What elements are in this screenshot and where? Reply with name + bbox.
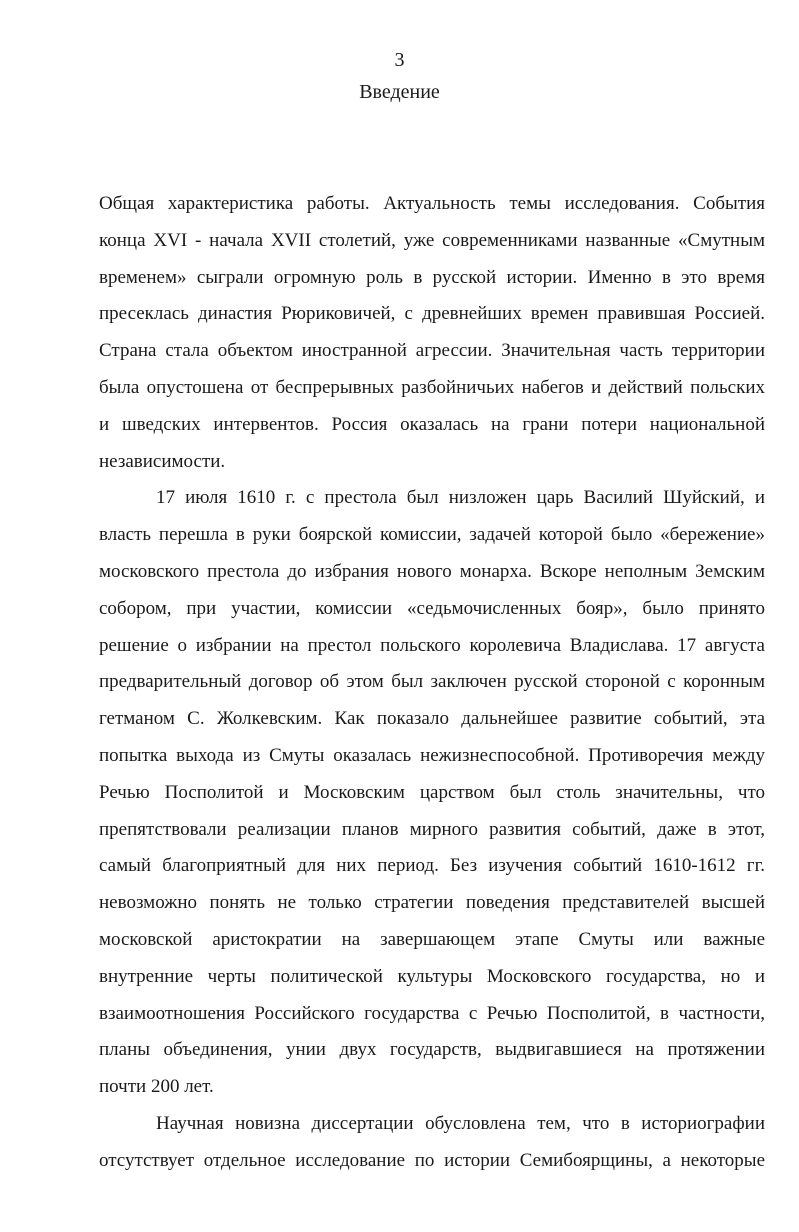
text-line: Речью Посполитой и Московским царством был столь значительны, что bbox=[99, 781, 765, 803]
text-line: собором, при участии, комиссии «седьмочисленных бояр», было принято bbox=[99, 597, 765, 619]
text-line: конца XVI - начала XVII столетий, уже современниками названные «Смутным bbox=[99, 229, 765, 251]
page-number: 3 bbox=[394, 49, 405, 71]
text-line: независимости. bbox=[99, 450, 226, 472]
text-line: и шведских интервентов. Россия оказалась на грани потери национальной bbox=[99, 413, 765, 435]
text-line: почти 200 лет. bbox=[99, 1076, 214, 1098]
text-line: гетманом С. Жолкевским. Как показало дальнейшее развитие событий, эта bbox=[99, 708, 765, 730]
document-body bbox=[99, 186, 765, 1180]
text-line: пресеклась династия Рюриковичей, с древнейших времен правившая Россией. bbox=[99, 303, 765, 325]
text-line: Общая характеристика работы. Актуальность темы исследования. События bbox=[99, 193, 765, 214]
text-line: московского престола до избрания нового монарха. Вскоре неполным Земским bbox=[99, 560, 765, 582]
text-line: препятствовали реализации планов мирного развития событий, даже в этот, bbox=[99, 818, 765, 840]
text-line: московской аристократии на завершающем этапе Смуты или важные bbox=[99, 928, 765, 950]
text-line: самый благоприятный для них период. Без изучения событий 1610-1612 гг. bbox=[99, 855, 765, 877]
text-line: решение о избрании на престол польского королевича Владислава. 17 августа bbox=[99, 634, 765, 656]
paragraph bbox=[99, 186, 765, 480]
text-line: попытка выхода из Смуты оказалась нежизнеспособной. Противоречия между bbox=[99, 744, 765, 766]
text-line: отсутствует отдельное исследование по истории Семибоярщины, а некоторые bbox=[99, 1149, 765, 1171]
text-line: власть перешла в руки боярской комиссии, задачей которой было «бережение» bbox=[99, 524, 765, 546]
text-line: предварительный договор об этом был заключен русской стороной с коронным bbox=[99, 671, 765, 693]
text-line: 17 июля 1610 г. с престола был низложен царь Василий Шуйский, и bbox=[156, 487, 765, 509]
text-line: невозможно понять не только стратегии поведения представителей высшей bbox=[99, 892, 765, 914]
text-line: была опустошена от беспрерывных разбойничьих набегов и действий польских bbox=[99, 376, 765, 398]
text-line: взаимоотношения Российского государства с Речью Посполитой, в частности, bbox=[99, 1002, 765, 1024]
page-title: Введение bbox=[359, 81, 440, 103]
text-line: Научная новизна диссертации обусловлена тем, что в историографии bbox=[156, 1112, 765, 1134]
text-line: временем» сыграли огромную роль в русской истории. Именно в это время bbox=[99, 266, 765, 288]
paragraph bbox=[99, 1106, 765, 1180]
text-line: внутренние черты политической культуры Московского государства, но и bbox=[99, 965, 765, 987]
paragraph bbox=[99, 480, 765, 1106]
text-line: планы объединения, унии двух государств, выдвигавшиеся на протяжении bbox=[99, 1039, 765, 1061]
text-line: Страна стала объектом иностранной агрессии. Значительная часть территории bbox=[99, 340, 765, 362]
